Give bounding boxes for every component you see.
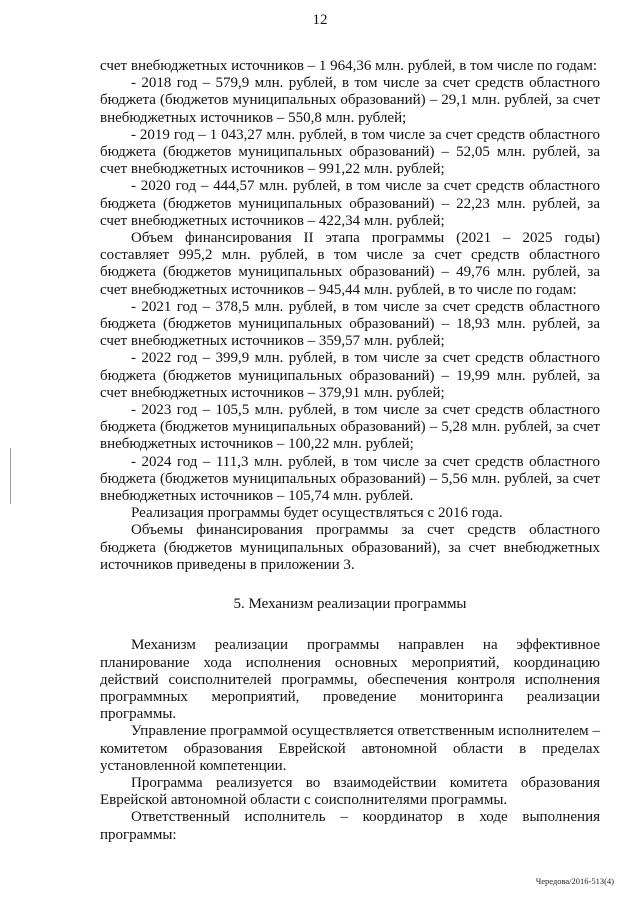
paragraph-mechanism: Механизм реализации программы направлен на эффективное планирование хода исполнения основных мероприятий, координацию действий соисполнителей программы, обеспечения контроля исполнения программных мероприятий, проведение мониторинга реализации программы. — [100, 637, 600, 723]
paragraph-year-2023: - 2023 год – 105,5 млн. рублей, в том числе за счет средств областного бюджета (бюджетов муниципальных образований) – 5,28 млн. рублей, за счет внебюджетных источников – 100,22 млн. рублей; — [100, 402, 600, 453]
margin-mark — [10, 448, 11, 504]
paragraph-year-2022: - 2022 год – 399,9 млн. рублей, в том числе за счет средств областного бюджета (бюджетов муниципальных образований) – 19,99 млн. рублей, за счет внебюджетных источников – 379,91 млн. рублей; — [100, 350, 600, 401]
paragraph-year-2021: - 2021 год – 378,5 млн. рублей, в том числе за счет средств областного бюджета (бюджетов муниципальных образований) – 18,93 млн. рублей, за счет внебюджетных источников – 359,57 млн. рублей; — [100, 298, 600, 350]
paragraph-year-2018: - 2018 год – 579,9 млн. рублей, в том числе за счет средств областного бюджета (бюджетов муниципальных образований) – 29,1 млн. рублей, за счет внебюджетных источников – 550,8 млн. рублей; — [100, 75, 600, 126]
paragraph-year-2020: - 2020 год – 444,57 млн. рублей, в том числе за счет средств областного бюджета (бюджетов муниципальных образований) – 22,23 млн. рублей, за счет внебюджетных источников – 422,34 млн. рублей; — [100, 178, 600, 229]
paragraph-appendix-reference: Объемы финансирования программы за счет средств областного бюджета (бюджетов муниципальных образований), за счет внебюджетных источников приведены в приложении 3. — [100, 522, 600, 573]
paragraph-year-2019: - 2019 год – 1 043,27 млн. рублей, в том числе за счет средств областного бюджета (бюджетов муниципальных образований) – 52,05 млн. рублей, за счет внебюджетных источников – 991,22 млн. рублей; — [100, 126, 600, 178]
paragraph-stage-2-funding: Объем финансирования II этапа программы (2021 – 2025 годы) составляет 995,2 млн. рублей, в том числе за счет средств областного бюджета (бюджетов муниципальных образований) – 49,76 млн. рублей, за счет внебюджетных источников – 945,44 млн. рублей, в то числе по годам: — [100, 230, 600, 298]
section-heading: 5. Механизм реализации программы — [233, 596, 467, 613]
paragraph-coordinator: Ответственный исполнитель – координатор в ходе выполнения программы: — [100, 809, 600, 843]
paragraph-continuation: счет внебюджетных источников – 1 964,36 млн. рублей, в том числе по годам: — [100, 58, 598, 74]
page-number: 12 — [312, 12, 328, 28]
paragraph-management: Управление программой осуществляется ответственным исполнителем – комитетом образования Еврейской автономной области в пределах установленной компетенции. — [100, 723, 600, 774]
document-body — [100, 58, 600, 844]
paragraph-start-year: Реализация программы будет осуществляться с 2016 года. — [131, 505, 503, 522]
document-footer-code: Чередова/2016-513(4) — [535, 876, 614, 886]
paragraph-interaction: Программа реализуется во взаимодействии комитета образования Еврейской автономной области с соисполнителями программы. — [100, 774, 600, 809]
paragraph-year-2024: - 2024 год – 111,3 млн. рублей, в том числе за счет средств областного бюджета (бюджетов муниципальных образований) – 5,56 млн. рублей, за счет внебюджетных источников – 105,74 млн. рублей. — [100, 453, 600, 505]
